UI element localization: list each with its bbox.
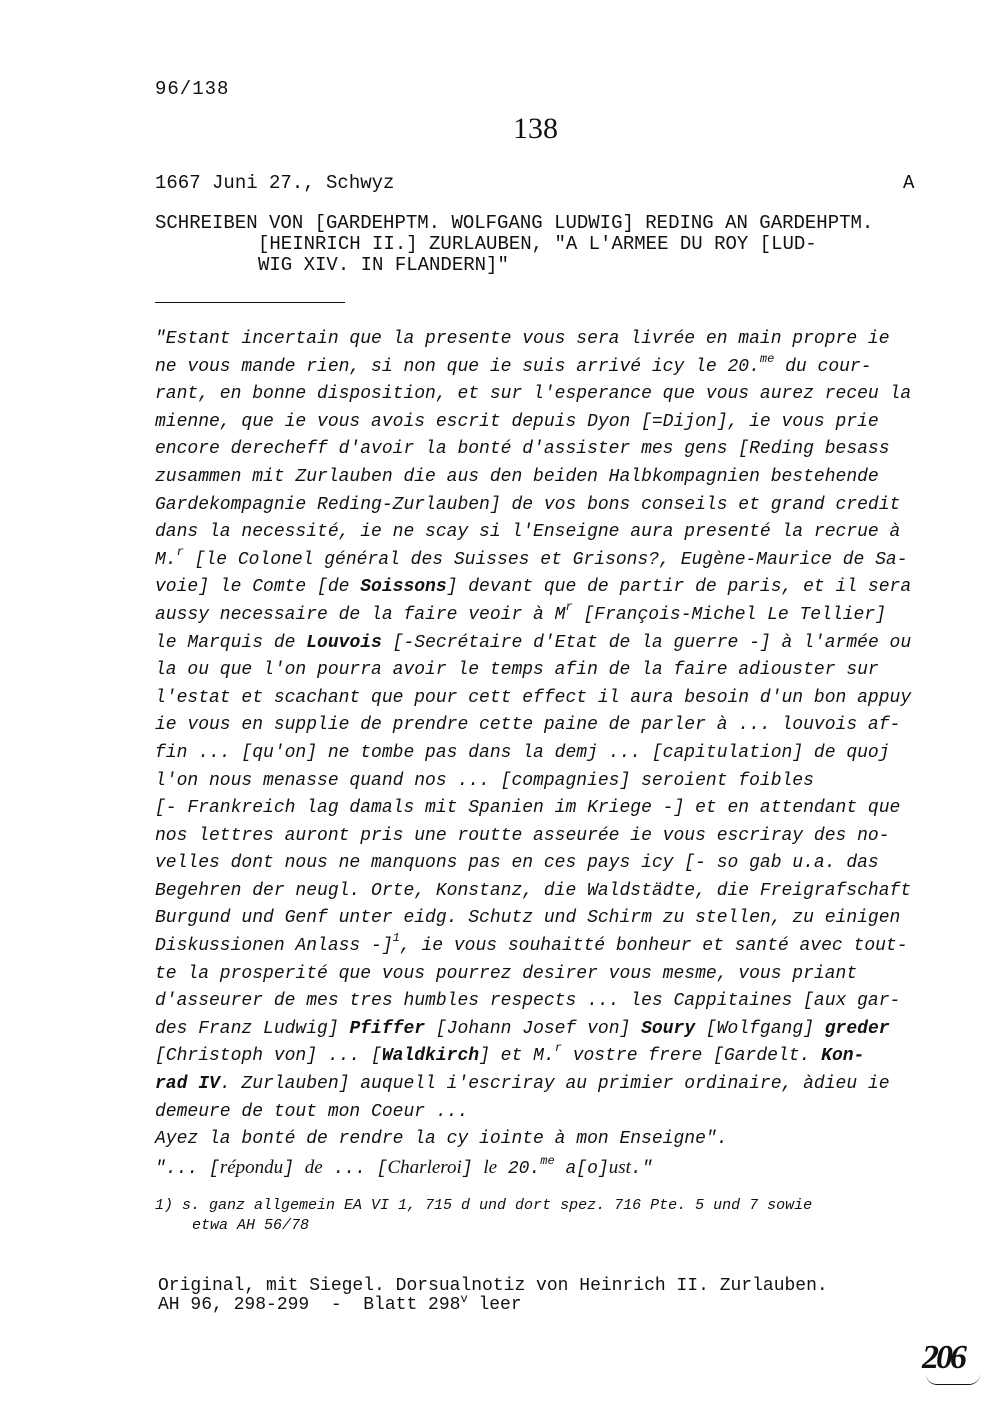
heading-line: WIG XIV. IN FLANDERN]" xyxy=(258,254,509,276)
source-line: AH 96, 298-299 - Blatt 298$^v$ leer xyxy=(158,1292,522,1315)
body-line: ne vous mande rien, si non que ie suis arrivé icy le 20.$^{me}$ du cour- xyxy=(155,351,872,377)
body-line: Ayez la bonté de rendre la cy iointe à mon Enseigne". xyxy=(155,1129,728,1150)
body-line: fin ... [qu'on] ne tombe pas dans la demj ... [capitulation] de quoj xyxy=(155,742,890,763)
body-line: nos lettres auront pris une routte asseurée ie vous escriray des no- xyxy=(155,825,890,846)
body-line: Diskussionen Anlass -]$^1$, ie vous souhaitté bonheur et santé avec tout- xyxy=(155,931,908,957)
footnote-line: 1) s. ganz allgemein EA VI 1, 715 d und dort spez. 716 Pte. 5 und 7 sowie xyxy=(155,1197,813,1214)
footnote xyxy=(155,1196,935,1236)
body-line: ie vous en supplie de prendre cette paine de parler à ... louvois af- xyxy=(155,715,901,736)
source-line: Original, mit Siegel. Dorsualnotiz von Heinrich II. Zurlauben. xyxy=(158,1276,828,1296)
body-line: l'estat et scachant que pour cett effect il aura besoin d'un bon appuy xyxy=(155,687,912,708)
body-line: Burgund und Genf unter eidg. Schutz und Schirm zu stellen, zu einigen xyxy=(155,908,901,929)
body-line: te la prosperité que vous pourrez desirer vous mesme, vous priant xyxy=(155,963,858,984)
footnote-line: etwa AH 56/78 xyxy=(192,1217,310,1234)
body-line: d'asseurer de mes tres humbles respects ... les Cappitaines [aux gar- xyxy=(155,991,901,1012)
body-line: velles dont nous ne manquons pas en ces pays icy [- so gab u.a. das xyxy=(155,853,879,874)
heading-divider xyxy=(155,302,345,303)
heading-line: SCHREIBEN VON [GARDEHPTM. WOLFGANG LUDWIG] REDING AN GARDEHPTM. xyxy=(155,212,874,234)
classification-letter: A xyxy=(903,172,915,194)
body-line: voie] le Comte [de Soissons] devant que de partir de paris, et il sera xyxy=(155,577,912,598)
document-heading xyxy=(155,213,925,276)
document-number: 138 xyxy=(513,112,558,145)
body-line: [- Frankreich lag damals mit Spanien im Kriege -] et en attendant que xyxy=(155,798,901,819)
body-line: aussy necessaire de la faire veoir à $M^r$ [François-Michel Le Tellier] xyxy=(155,599,886,625)
body-line: Gardekompagnie Reding-Zurlauben] de vos bons conseils et grand credit xyxy=(155,494,901,515)
body-line: rant, en bonne disposition, et sur l'esperance que vous aurez receu la xyxy=(155,384,912,405)
body-line: l'on nous menasse quand nos ... [compagnies] seroient foibles xyxy=(155,770,814,791)
body-line: le Marquis de Louvois [-Secrétaire d'Etat de la guerre -] à l'armée ou xyxy=(155,632,912,653)
file-reference: 96/138 xyxy=(155,78,230,100)
source-note xyxy=(158,1277,828,1315)
body-line: Begehren der neugl. Orte, Konstanz, die Waldstädte, die Freigrafschaft xyxy=(155,880,912,901)
body-line: encore derecheff d'avoir la bonté d'assister mes gens [Reding besass xyxy=(155,439,890,460)
dorsal-note-line: "... [répondu] de ... [Charleroi] le 20.$^{me}$ a[o]ust." xyxy=(155,1153,653,1179)
body-line: rad IV. Zurlauben] auquell i'escriray au primier ordinaire, àdieu ie xyxy=(155,1074,890,1095)
body-line: zusammen mit Zurlauben die aus den beiden Halbkompagnien bestehende xyxy=(155,466,879,487)
body-line: [Christoph von] ... [Waldkirch] et M.$^r$ vostre frere [Gardelt. Kon- xyxy=(155,1041,865,1067)
archive-stamp-mark: 206 xyxy=(922,1340,982,1392)
body-line: des Franz Ludwig] Pfiffer [Johann Josef von] Soury [Wolfgang] greder xyxy=(155,1018,890,1039)
body-line: dans la necessité, ie ne scay si l'Enseigne aura presenté la recrue à xyxy=(155,522,901,543)
date-place: 1667 Juni 27., Schwyz xyxy=(155,172,395,194)
body-line: M.$^r$ [le Colonel général des Suisses et Grisons?, Eugène-Maurice de Sa- xyxy=(155,544,908,570)
letter-body xyxy=(155,326,935,1183)
body-line: la ou que l'on pourra avoir le temps afin de la faire adiouster sur xyxy=(155,660,879,681)
body-line: mienne, que ie vous avois escrit depuis Dyon [=Dijon], ie vous prie xyxy=(155,411,879,432)
heading-line: [HEINRICH II.] ZURLAUBEN, "A L'ARMEE DU ROY [LUD- xyxy=(258,233,817,255)
body-line: demeure de tout mon Coeur ... xyxy=(155,1101,469,1122)
body-line: "Estant incertain que la presente vous sera livrée en main propre ie xyxy=(155,329,890,349)
